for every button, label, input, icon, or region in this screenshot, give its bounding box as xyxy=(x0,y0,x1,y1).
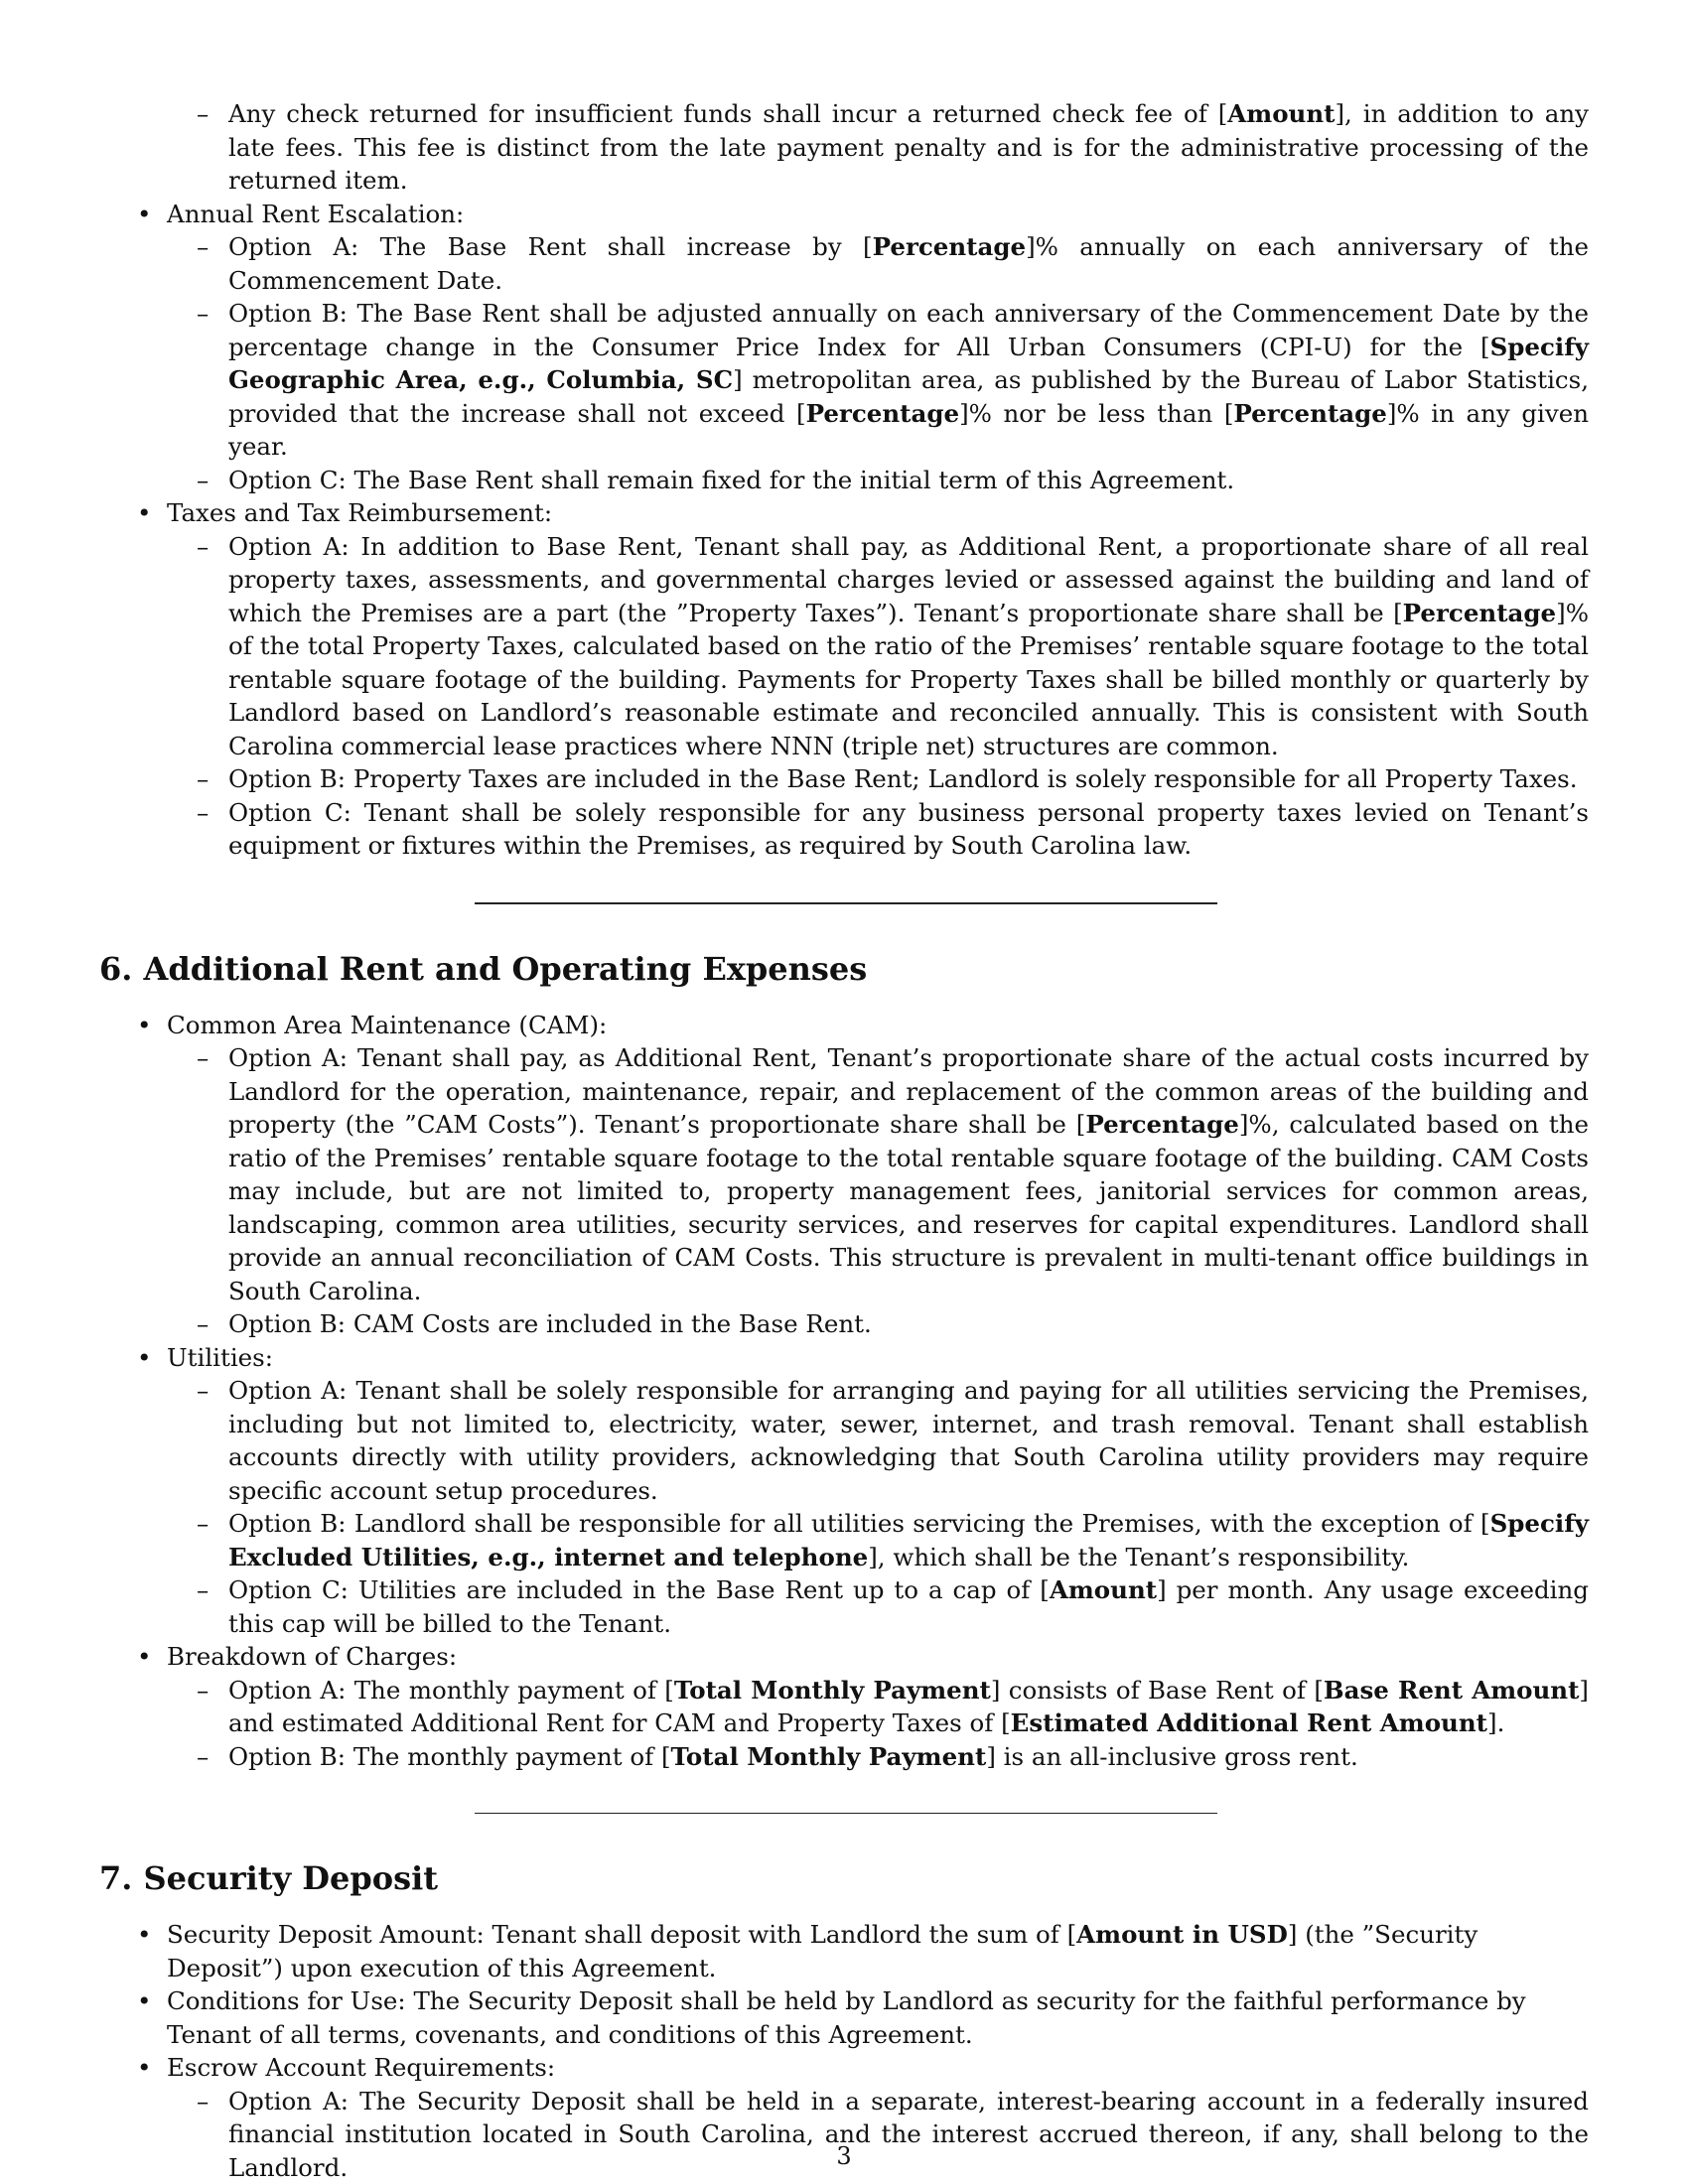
escalation-option-c: – Option C: The Base Rent shall remain fixed for the initial term of this Agreement. xyxy=(99,464,1589,497)
breakdown-option-a: – Option A: The monthly payment of [Total Monthly Payment] consists of Base Rent of [Base Rent Amount] and estimated Additional Rent for CAM and Property Taxes of [Estimated Additional Rent Amount]. xyxy=(99,1674,1589,1740)
utilities-option-c: – Option C: Utilities are included in the Base Rent up to a cap of [Amount] per month. Any usage exceeding this cap will be billed to the Tenant. xyxy=(99,1573,1589,1640)
breakdown-option-b: – Option B: The monthly payment of [Total Monthly Payment] is an all-inclusive gross rent. xyxy=(99,1740,1589,1774)
taxes-option-b: – Option B: Property Taxes are included in the Base Rent; Landlord is solely responsible for all Property Taxes. xyxy=(99,762,1589,796)
utilities-item: • Utilities: – Option A: Tenant shall be solely responsible for arranging and paying for all utilities servicing the Premises, including but not limited to, electricity, water, sewer, internet, and trash removal. Tenant shall establish accounts directly with utility providers, acknowledging that South Carolina utility providers may require specific account setup procedures. – Option B: Landlord shall be responsible for all utilities servicing the Premises, with the exception of [Specify Excluded Utilities, e.g., internet and telephone], which shall be the Tenant’s responsibility. – Option C: Utilities are included in the Base Rent up to a cap of [Amount] per month. Any usage exceeding this cap will be billed to the Tenant. xyxy=(99,1341,1589,1641)
cam-option-b: – Option B: CAM Costs are included in the Base Rent. xyxy=(99,1307,1589,1341)
deposit-conditions-item: • Conditions for Use: The Security Deposit shall be held by Landlord as security for the faithful performance by Tenant of all terms, covenants, and conditions of this Agreement. xyxy=(99,1984,1589,2051)
deposit-amount-item: • Security Deposit Amount: Tenant shall deposit with Landlord the sum of [Amount in USD] (the ”Security Deposit”) upon execution of this Agreement. xyxy=(99,1918,1589,1984)
section-6-list xyxy=(99,1009,1589,1774)
section-7-heading: 7. Security Deposit xyxy=(99,1859,439,1897)
document-body xyxy=(99,97,1589,2184)
rent-terms-list xyxy=(99,198,1589,863)
utilities-option-b: – Option B: Landlord shall be responsible for all utilities servicing the Premises, with the exception of [Specify Excluded Utilities, e.g., internet and telephone], which shall be the Tenant’s responsibility. xyxy=(99,1507,1589,1573)
breakdown-item: • Breakdown of Charges: – Option A: The monthly payment of [Total Monthly Payment] consists of Base Rent of [Base Rent Amount] and estimated Additional Rent for CAM and Property Taxes of [Estimated Additional Rent Amount]. – Option B: The monthly payment of [Total Monthly Payment] is an all-inclusive gross rent. xyxy=(99,1640,1589,1773)
section-divider xyxy=(475,902,1217,904)
cam-item: • Common Area Maintenance (CAM): – Option A: Tenant shall pay, as Additional Rent, Tenant’s proportionate share of the actual costs incurred by Landlord for the operation, maintenance, repair, and replacement of the common areas of the building and property (the ”CAM Costs”). Tenant’s proportionate share shall be [Percentage]%, calculated based on the ratio of the Premises’ rentable square footage to the total rentable square footage of the building. CAM Costs may include, but are not limited to, property management fees, janitorial services for common areas, landscaping, common area utilities, security services, and reserves for capital expenditures. Landlord shall provide an annual reconciliation of CAM Costs. This structure is prevalent in multi-tenant office buildings in South Carolina. – Option B: CAM Costs are included in the Base Rent. xyxy=(99,1009,1589,1341)
escalation-option-a: – Option A: The Base Rent shall increase by [Percentage]% annually on each anniversary of the Commencement Date. xyxy=(99,230,1589,297)
taxes-item: • Taxes and Tax Reimbursement: – Option A: In addition to Base Rent, Tenant shall pay, as Additional Rent, a proportionate share of all real property taxes, assessments, and governmental charges levied or assessed against the building and land of which the Premises are a part (the ”Property Taxes”). Tenant’s proportionate share shall be [Percentage]% of the total Property Taxes, calculated based on the ratio of the Premises’ rentable square footage to the total rentable square footage of the building. Payments for Property Taxes shall be billed monthly or quarterly by Landlord based on Landlord’s reasonable estimate and reconciled annually. This is consistent with South Carolina commercial lease practices where NNN (triple net) structures are common. – Option B: Property Taxes are included in the Base Rent; Landlord is solely responsible for all Property Taxes. – Option C: Tenant shall be solely responsible for any business personal property taxes levied on Tenant’s equipment or fixtures within the Premises, as required by South Carolina law. xyxy=(99,496,1589,863)
taxes-option-a: – Option A: In addition to Base Rent, Tenant shall pay, as Additional Rent, a proportionate share of all real property taxes, assessments, and governmental charges levied or assessed against the building and land of which the Premises are a part (the ”Property Taxes”). Tenant’s proportionate share shall be [Percentage]% of the total Property Taxes, calculated based on the ratio of the Premises’ rentable square footage to the total rentable square footage of the building. Payments for Property Taxes shall be billed monthly or quarterly by Landlord based on Landlord’s reasonable estimate and reconciled annually. This is consistent with South Carolina commercial lease practices where NNN (triple net) structures are common. xyxy=(99,530,1589,763)
annual-rent-escalation-item: • Annual Rent Escalation: – Option A: The Base Rent shall increase by [Percentage]% annually on each anniversary of the Commencement Date. – Option B: The Base Rent shall be adjusted annually on each anniversary of the Commencement Date by the percentage change in the Consumer Price Index for All Urban Consumers (CPI-U) for the [Specify Geographic Area, e.g., Columbia, SC] metropolitan area, as published by the Bureau of Labor Statistics, provided that the increase shall not exceed [Percentage]% nor be less than [Percentage]% in any given year. – Option C: The Base Rent shall remain fixed for the initial term of this Agreement. xyxy=(99,198,1589,497)
section-divider xyxy=(475,1813,1217,1814)
section-6-heading: 6. Additional Rent and Operating Expenses xyxy=(99,949,868,988)
utilities-option-a: – Option A: Tenant shall be solely responsible for arranging and paying for all utilities servicing the Premises, including but not limited to, electricity, water, sewer, internet, and trash removal. Tenant shall establish accounts directly with utility providers, acknowledging that South Carolina utility providers may require specific account setup procedures. xyxy=(99,1374,1589,1507)
escalation-option-b: – Option B: The Base Rent shall be adjusted annually on each anniversary of the Commencement Date by the percentage change in the Consumer Price Index for All Urban Consumers (CPI-U) for the [Specify Geographic Area, e.g., Columbia, SC] metropolitan area, as published by the Bureau of Labor Statistics, provided that the increase shall not exceed [Percentage]% nor be less than [Percentage]% in any given year. xyxy=(99,297,1589,464)
continued-list xyxy=(99,97,1589,198)
taxes-option-c: – Option C: Tenant shall be solely responsible for any business personal property taxes levied on Tenant’s equipment or fixtures within the Premises, as required by South Carolina law. xyxy=(99,796,1589,863)
escrow-option-a: – Option A: The Security Deposit shall be held in a separate, interest-bearing account in a federally insured financial institution located in South Carolina, and the interest accrued thereon, if any, shall belong to the Landlord. xyxy=(99,2085,1589,2184)
escrow-item: • Escrow Account Requirements: – Option A: The Security Deposit shall be held in a separate, interest-bearing account in a federally insured financial institution located in South Carolina, and the interest accrued thereon, if any, shall belong to the Landlord. xyxy=(99,2051,1589,2184)
page-number: 3 xyxy=(836,2142,852,2170)
cam-option-a: – Option A: Tenant shall pay, as Additional Rent, Tenant’s proportionate share of the actual costs incurred by Landlord for the operation, maintenance, repair, and replacement of the common areas of the building and property (the ”CAM Costs”). Tenant’s proportionate share shall be [Percentage]%, calculated based on the ratio of the Premises’ rentable square footage to the total rentable square footage of the building. CAM Costs may include, but are not limited to, property management fees, janitorial services for common areas, landscaping, common area utilities, security services, and reserves for capital expenditures. Landlord shall provide an annual reconciliation of CAM Costs. This structure is prevalent in multi-tenant office buildings in South Carolina. xyxy=(99,1041,1589,1307)
returned-check-item: – Any check returned for insufficient funds shall incur a returned check fee of [Amount], in addition to any late fees. This fee is distinct from the late payment penalty and is for the administrative processing of the returned item. xyxy=(99,97,1589,198)
